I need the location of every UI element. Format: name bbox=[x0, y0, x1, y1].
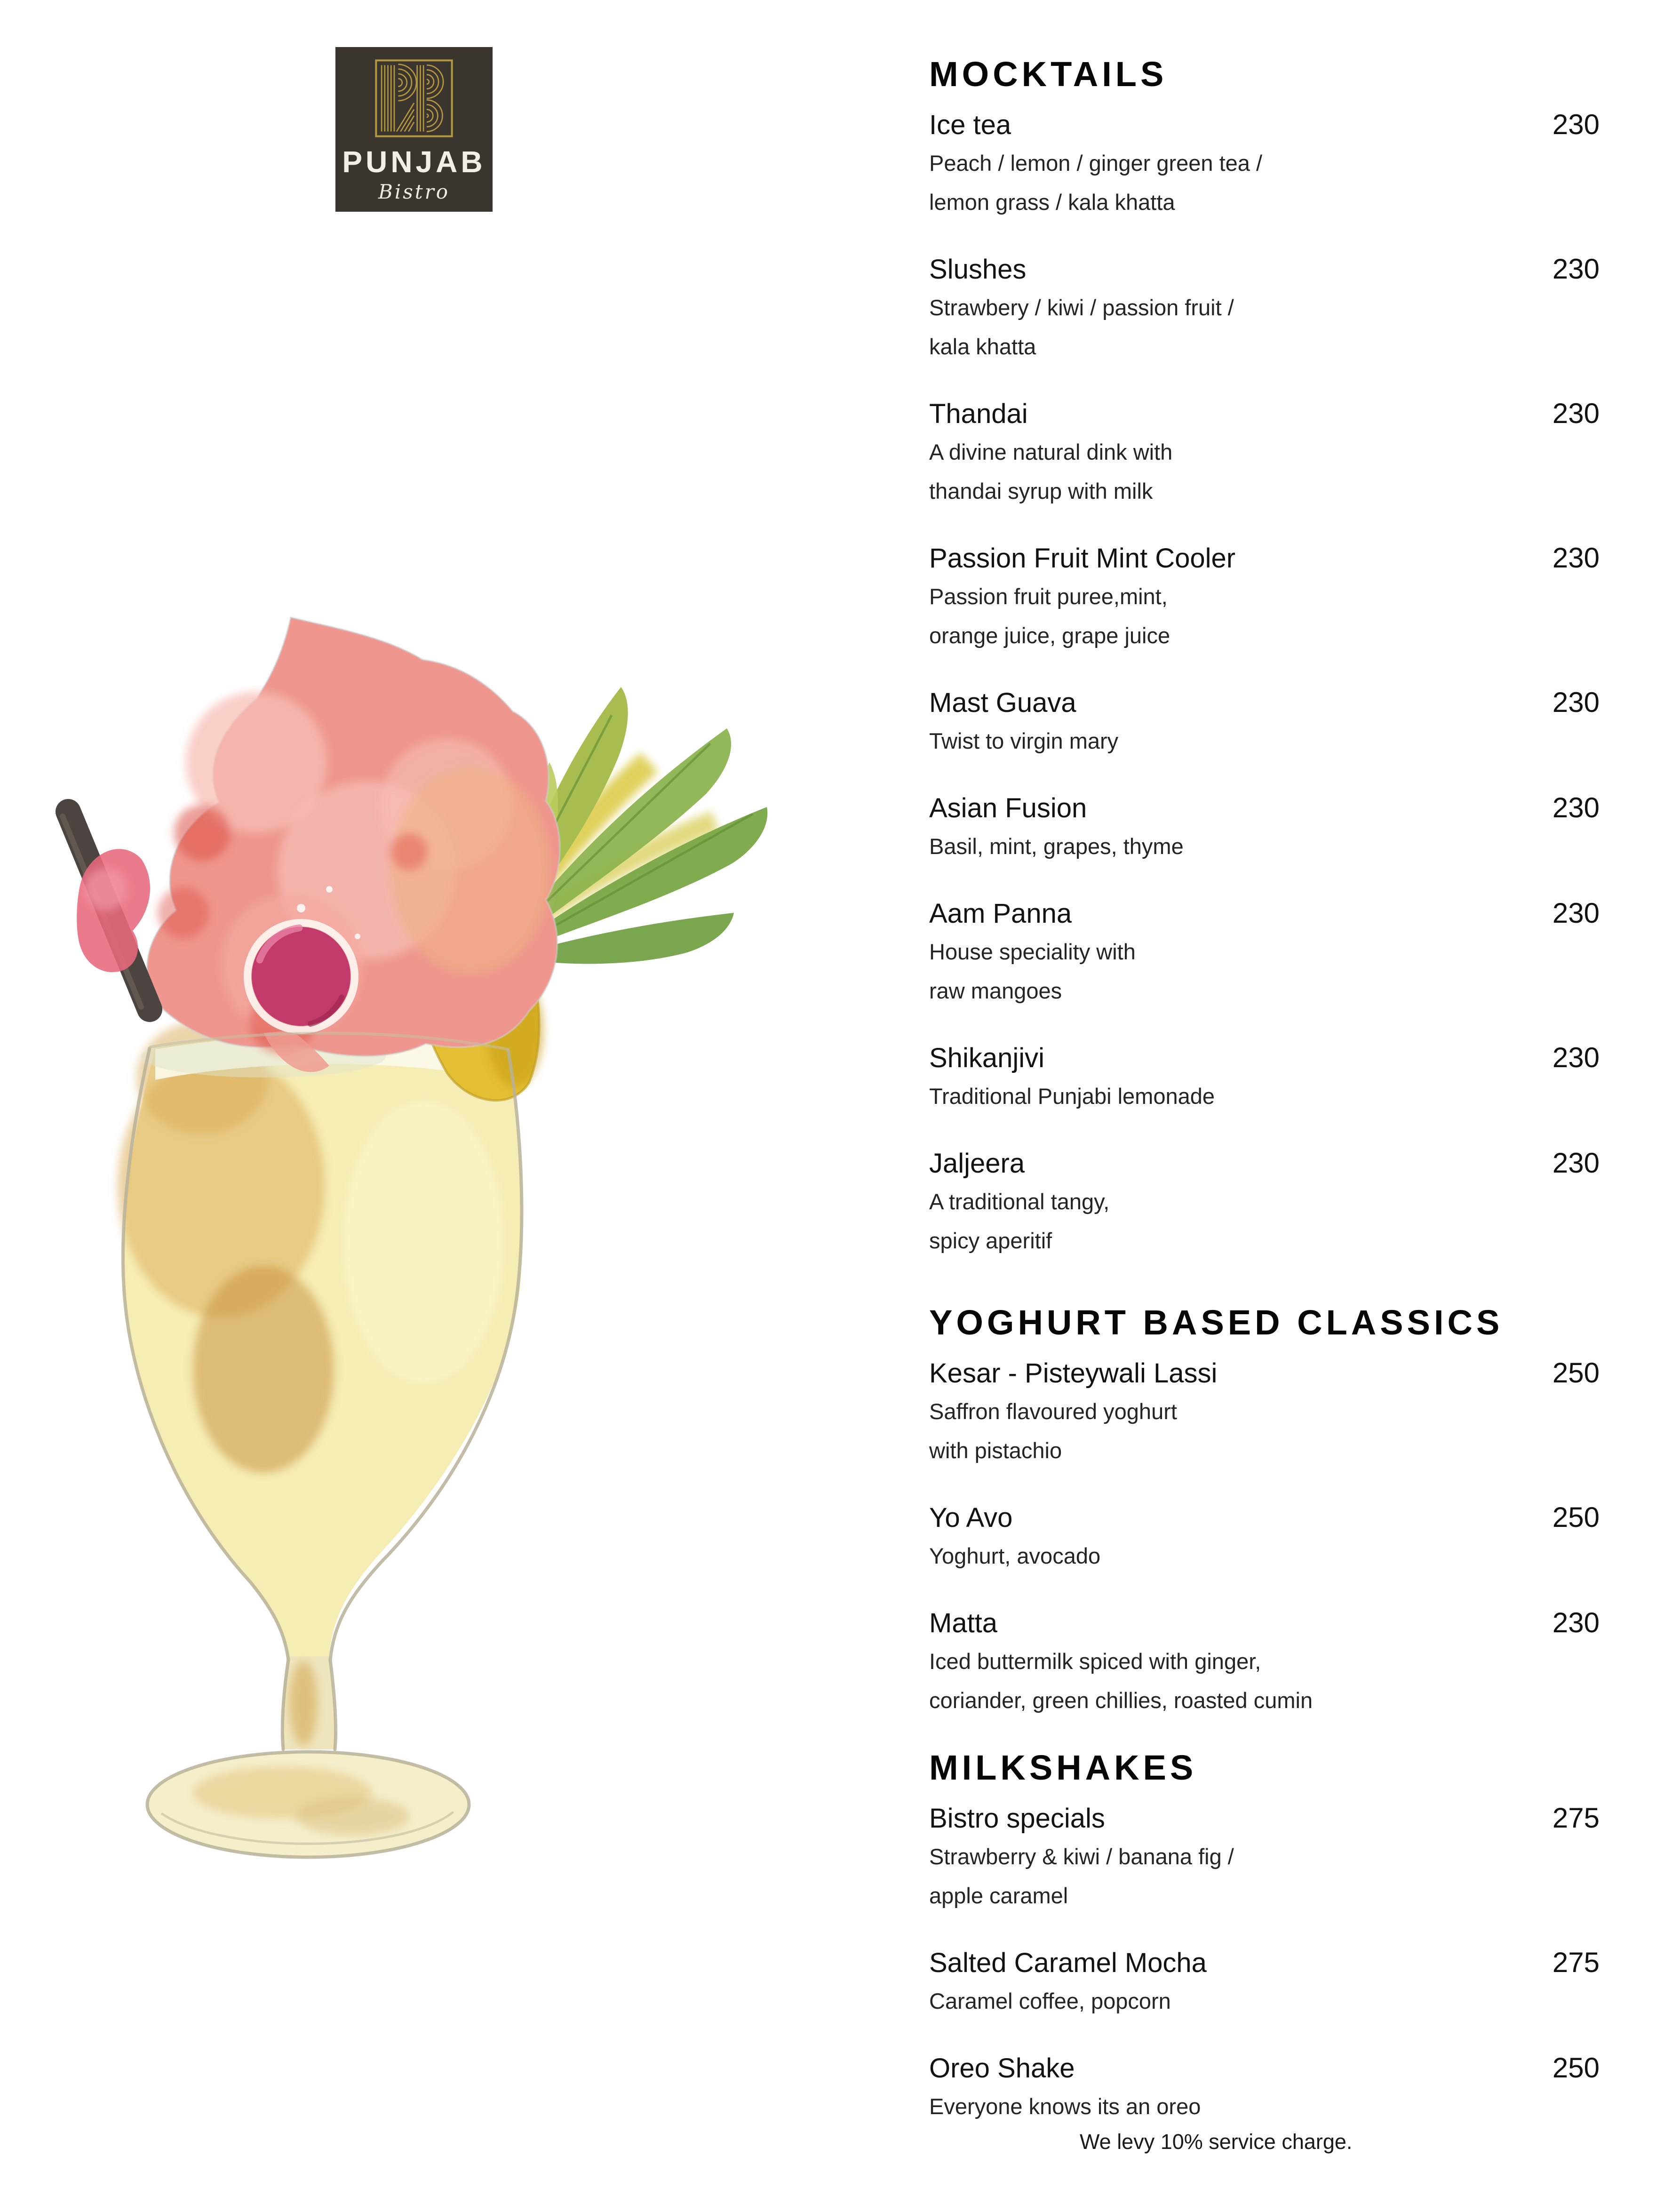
item-price: 275 bbox=[1552, 1802, 1600, 1834]
menu-item bbox=[929, 1800, 1600, 1915]
item-desc-line: Saffron flavoured yoghurt bbox=[929, 1399, 1177, 1424]
item-row bbox=[929, 251, 1600, 288]
item-name: Matta bbox=[929, 1608, 998, 1638]
item-name: Passion Fruit Mint Cooler bbox=[929, 543, 1236, 574]
item-desc-line: orange juice, grape juice bbox=[929, 623, 1170, 648]
menu-item bbox=[929, 540, 1600, 655]
item-desc-line: Basil, mint, grapes, thyme bbox=[929, 834, 1184, 859]
menu-item bbox=[929, 1605, 1600, 1720]
item-price: 230 bbox=[1552, 1607, 1600, 1638]
item-row bbox=[929, 684, 1600, 721]
item-price: 250 bbox=[1552, 1501, 1600, 1533]
menu-section-yoghurt-based-classics bbox=[929, 1304, 1600, 1720]
menu-section-milkshakes bbox=[929, 1749, 1600, 2126]
item-desc-line: Passion fruit puree,mint, bbox=[929, 584, 1168, 609]
item-desc-line: Everyone knows its an oreo bbox=[929, 2094, 1201, 2119]
item-desc-line: House speciality with bbox=[929, 939, 1136, 964]
item-name: Bistro specials bbox=[929, 1803, 1105, 1834]
item-price: 230 bbox=[1552, 109, 1600, 140]
item-name: Shikanjivi bbox=[929, 1043, 1044, 1073]
hurricane-glass bbox=[118, 1021, 522, 1857]
cherry bbox=[247, 923, 355, 1030]
item-row bbox=[929, 395, 1600, 432]
item-name: Aam Panna bbox=[929, 898, 1072, 929]
item-row bbox=[929, 1039, 1600, 1077]
item-row bbox=[929, 1355, 1600, 1392]
pb-monogram-icon bbox=[374, 59, 454, 138]
item-desc-line: Strawbery / kiwi / passion fruit / bbox=[929, 295, 1234, 320]
item-price: 230 bbox=[1552, 1147, 1600, 1179]
item-row bbox=[929, 895, 1600, 932]
item-name: Asian Fusion bbox=[929, 793, 1087, 823]
item-price: 230 bbox=[1552, 253, 1600, 285]
item-desc-line: kala khatta bbox=[929, 334, 1036, 359]
menu-item bbox=[929, 1499, 1600, 1575]
item-row bbox=[929, 540, 1600, 577]
menu-item bbox=[929, 2050, 1600, 2126]
item-desc-line: with pistachio bbox=[929, 1438, 1062, 1463]
item-desc-line: apple caramel bbox=[929, 1883, 1068, 1908]
menu-item bbox=[929, 1039, 1600, 1116]
item-price: 250 bbox=[1552, 1357, 1600, 1389]
menu-item bbox=[929, 251, 1600, 366]
item-desc-line: Caramel coffee, popcorn bbox=[929, 1988, 1171, 2013]
item-row bbox=[929, 1145, 1600, 1182]
item-price: 230 bbox=[1552, 542, 1600, 574]
menu-item bbox=[929, 684, 1600, 760]
item-desc-line: coriander, green chillies, roasted cumin bbox=[929, 1688, 1313, 1713]
item-desc-line: raw mangoes bbox=[929, 978, 1062, 1003]
menu-item bbox=[929, 106, 1600, 222]
item-name: Kesar - Pisteywali Lassi bbox=[929, 1358, 1218, 1389]
item-desc-line: Twist to virgin mary bbox=[929, 728, 1119, 753]
item-row bbox=[929, 790, 1600, 827]
item-name: Ice tea bbox=[929, 110, 1011, 140]
item-name: Thandai bbox=[929, 399, 1028, 429]
item-name: Mast Guava bbox=[929, 687, 1076, 718]
item-price: 250 bbox=[1552, 2052, 1600, 2084]
item-name: Slushes bbox=[929, 254, 1027, 285]
item-name: Yo Avo bbox=[929, 1502, 1013, 1533]
item-row bbox=[929, 1499, 1600, 1536]
item-desc-line: Yoghurt, avocado bbox=[929, 1543, 1101, 1568]
item-name: Jaljeera bbox=[929, 1148, 1025, 1179]
froth-top bbox=[147, 617, 560, 1072]
item-price: 230 bbox=[1552, 792, 1600, 823]
item-desc-line: Peach / lemon / ginger green tea / bbox=[929, 151, 1263, 176]
menu-section-mocktails bbox=[929, 56, 1600, 1260]
item-price: 230 bbox=[1552, 687, 1600, 718]
section-title: MILKSHAKES bbox=[929, 1748, 1197, 1787]
cocktail-illustration bbox=[0, 607, 828, 1877]
item-price: 230 bbox=[1552, 897, 1600, 929]
section-title: MOCKTAILS bbox=[929, 55, 1168, 94]
item-row bbox=[929, 1944, 1600, 1981]
item-name: Oreo Shake bbox=[929, 2053, 1075, 2084]
item-desc-line: spicy aperitif bbox=[929, 1228, 1052, 1253]
item-desc-line: A traditional tangy, bbox=[929, 1189, 1110, 1214]
item-desc-line: Traditional Punjabi lemonade bbox=[929, 1084, 1215, 1109]
item-desc-line: lemon grass / kala khatta bbox=[929, 190, 1175, 215]
item-price: 230 bbox=[1552, 1042, 1600, 1073]
brand-name: PUNJAB bbox=[342, 145, 486, 179]
item-desc-line: thandai syrup with milk bbox=[929, 479, 1153, 503]
service-charge-note: We levy 10% service charge. bbox=[1080, 2130, 1353, 2154]
item-price: 230 bbox=[1552, 398, 1600, 429]
item-price: 275 bbox=[1552, 1947, 1600, 1978]
menu-item bbox=[929, 395, 1600, 511]
item-name: Salted Caramel Mocha bbox=[929, 1948, 1207, 1978]
menu-item bbox=[929, 790, 1600, 866]
menu-item bbox=[929, 895, 1600, 1010]
item-desc-line: Strawberry & kiwi / banana fig / bbox=[929, 1844, 1234, 1869]
item-desc-line: A divine natural dink with bbox=[929, 439, 1173, 464]
item-row bbox=[929, 2050, 1600, 2087]
punjab-bistro-logo bbox=[335, 47, 493, 212]
menu-item bbox=[929, 1355, 1600, 1470]
item-row bbox=[929, 1800, 1600, 1837]
menu-item bbox=[929, 1145, 1600, 1260]
item-row bbox=[929, 106, 1600, 144]
menu-item bbox=[929, 1944, 1600, 2020]
brand-tagline: Bistro bbox=[378, 180, 450, 203]
section-title: YOGHURT BASED CLASSICS bbox=[929, 1303, 1504, 1342]
menu-sections bbox=[929, 56, 1600, 2155]
item-row bbox=[929, 1605, 1600, 1642]
item-desc-line: Iced buttermilk spiced with ginger, bbox=[929, 1649, 1261, 1674]
